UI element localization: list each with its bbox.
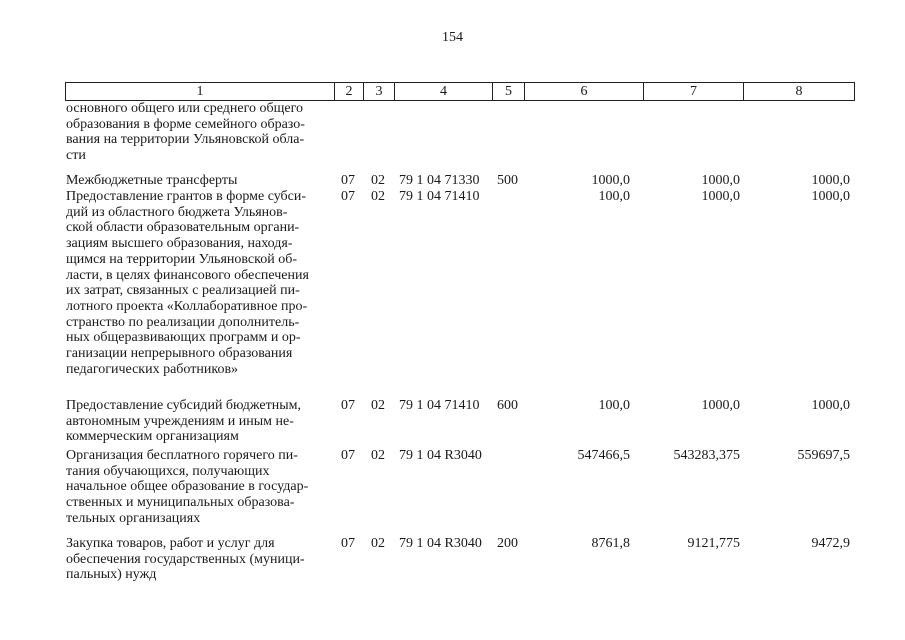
text-line: автономным учреждениям и иным не- <box>66 413 294 429</box>
cell-amount-8: 1000,0 <box>811 173 850 188</box>
cell-target-code: 79 1 04 71330 <box>399 173 480 188</box>
header-col-3: 3 <box>363 82 394 101</box>
cell-target-code: 79 1 04 71410 <box>399 189 480 204</box>
cell-subsection: 02 <box>371 189 385 204</box>
text-line: Закупка товаров, работ и услуг для <box>66 536 275 551</box>
table-row-name <box>66 173 328 189</box>
text-line: ганизации непрерывного образования <box>66 346 293 362</box>
cell-amount-7: 1000,0 <box>701 173 740 188</box>
table-row-name <box>66 536 328 583</box>
text-line: образования в форме семейного образо- <box>66 116 305 132</box>
cell-target-code: 79 1 04 71410 <box>399 398 480 413</box>
cell-target-code: 79 1 04 R3040 <box>399 536 482 551</box>
text-line: Организация бесплатного горячего пи- <box>66 448 298 463</box>
cell-expense-type: 500 <box>497 173 518 188</box>
text-line: пальных) нужд <box>66 567 157 583</box>
cell-amount-8: 1000,0 <box>811 189 850 204</box>
text-line: сти <box>66 148 86 164</box>
text-line: ской области образовательным органи- <box>66 220 300 236</box>
cell-amount-8: 1000,0 <box>811 398 850 413</box>
cell-amount-6: 100,0 <box>598 189 630 204</box>
text-line: дий из областного бюджета Ульянов- <box>66 204 288 220</box>
text-line: тания обучающихся, получающих <box>66 463 270 479</box>
text-line: Межбюджетные трансферты <box>66 173 238 188</box>
cell-target-code: 79 1 04 R3040 <box>399 448 482 463</box>
table-row-name <box>66 101 328 164</box>
cell-amount-6: 8761,8 <box>591 536 630 551</box>
cell-amount-7: 543283,375 <box>673 448 740 463</box>
text-line: обеспечения государственных (муници- <box>66 551 305 567</box>
header-col-8: 8 <box>743 82 855 101</box>
cell-amount-7: 1000,0 <box>701 398 740 413</box>
text-line: Предоставление субсидий бюджетным, <box>66 398 302 413</box>
cell-amount-8: 559697,5 <box>797 448 850 463</box>
cell-section: 07 <box>341 173 355 188</box>
text-line: коммерческим организациям <box>66 429 239 445</box>
header-col-6: 6 <box>524 82 643 101</box>
cell-section: 07 <box>341 448 355 463</box>
header-col-5: 5 <box>492 82 524 101</box>
header-col-1: 1 <box>65 82 334 101</box>
cell-section: 07 <box>341 189 355 204</box>
text-line: вания на территории Ульяновской обла- <box>66 132 305 148</box>
text-line: лотного проекта «Коллаборативное про- <box>66 298 308 314</box>
cell-section: 07 <box>341 398 355 413</box>
header-col-2: 2 <box>334 82 363 101</box>
text-line: начальное общее образование в государ- <box>66 479 309 495</box>
cell-section: 07 <box>341 536 355 551</box>
text-line: ственных и муниципальных образова- <box>66 495 295 511</box>
text-line: зациям высшего образования, находя- <box>66 236 293 252</box>
table-row-name <box>66 398 328 445</box>
page-number: 154 <box>442 30 463 45</box>
cell-amount-7: 1000,0 <box>701 189 740 204</box>
text-line: щимся на территории Ульяновской об- <box>66 251 297 267</box>
cell-amount-6: 1000,0 <box>591 173 630 188</box>
cell-amount-8: 9472,9 <box>811 536 850 551</box>
text-line: странство по реализации дополнитель- <box>66 314 300 330</box>
cell-amount-6: 547466,5 <box>577 448 630 463</box>
text-line: ных общеразвивающих программ и ор- <box>66 330 301 346</box>
cell-amount-7: 9121,775 <box>687 536 740 551</box>
cell-amount-6: 100,0 <box>598 398 630 413</box>
cell-subsection: 02 <box>371 448 385 463</box>
text-line: Предоставление грантов в форме субси- <box>66 189 307 204</box>
table-row-name <box>66 189 328 377</box>
cell-subsection: 02 <box>371 536 385 551</box>
text-line: педагогических работников» <box>66 361 239 377</box>
text-line: тельных организациях <box>66 510 201 526</box>
text-line: основного общего или среднего общего <box>66 101 304 116</box>
cell-subsection: 02 <box>371 398 385 413</box>
text-line: их затрат, связанных с реализацией пи- <box>66 283 300 299</box>
header-col-7: 7 <box>643 82 743 101</box>
cell-subsection: 02 <box>371 173 385 188</box>
table-row-name <box>66 448 328 527</box>
cell-expense-type: 600 <box>497 398 518 413</box>
cell-expense-type: 200 <box>497 536 518 551</box>
text-line: ласти, в целях финансового обеспечения <box>66 267 309 283</box>
header-col-4: 4 <box>394 82 492 101</box>
